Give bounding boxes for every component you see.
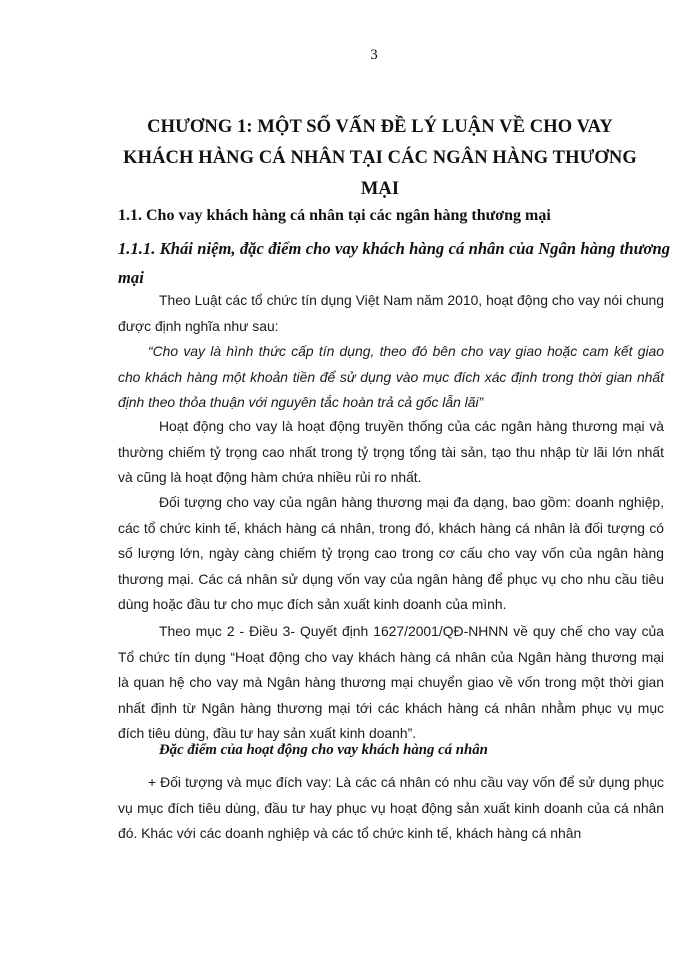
paragraph-law-intro: Theo Luật các tổ chức tín dụng Việt Nam năm 2010, hoạt động cho vay nói chung được định nghĩa như sau:: [118, 292, 664, 334]
paragraph-borrower-purpose: + Đối tượng và mục đích vay: Là các cá nhân có nhu cầu vay vốn để sử dụng phục vụ mục đích tiêu dùng, đầu tư hay phục vụ hoạt động sản xuất kinh doanh của cá nhân đó. Khác với các doanh nghiệp và các tổ chức kinh tế, khách hàng cá nhân: [118, 774, 664, 842]
chapter-title: CHƯƠNG 1: MỘT SỐ VẤN ĐỀ LÝ LUẬN VỀ CHO VAY KHÁCH HÀNG CÁ NHÂN TẠI CÁC NGÂN HÀNG THƯƠNG MẠI: [123, 117, 637, 199]
page-number: 3: [370, 47, 378, 63]
section-heading: 1.1. Cho vay khách hàng cá nhân tại các ngân hàng thương mại: [118, 207, 551, 224]
paragraph-lending-activity: Hoạt động cho vay là hoạt động truyền thống của các ngân hàng thương mại và thường chiếm tỷ trọng cao nhất trong tỷ trọng tổng tài sản, tạo thu nhập từ lãi lớn nhất và cũng là hoạt động hàm chứa nhiều rủi ro nhất.: [118, 418, 664, 486]
features-heading: Đặc điểm của hoạt động cho vay khách hàng cá nhân: [159, 742, 488, 758]
paragraph-borrower-types: Đối tượng cho vay của ngân hàng thương mại đa dạng, bao gồm: doanh nghiệp, các tổ chức kinh tế, khách hàng cá nhân, trong đó, khách hàng cá nhân là đối tượng có số lượng lớn, ngày càng chiếm tỷ trọng cao trong cơ cấu cho vay vốn của ngân hàng thương mại. Các cá nhân sử dụng vốn vay của ngân hàng để phục vụ cho nhu cầu tiêu dùng hoặc đầu tư cho mục đích sản xuất kinh doanh của mình.: [118, 494, 664, 613]
subsection-heading: 1.1.1. Khái niệm, đặc điểm cho vay khách hàng cá nhân của Ngân hàng thương mại: [118, 239, 670, 287]
paragraph-decision-1627: Theo mục 2 - Điều 3- Quyết định 1627/2001/QĐ-NHNN về quy chế cho vay của Tổ chức tín dụng “Hoạt động cho vay khách hàng cá nhân của Ngân hàng thương mại là quan hệ cho vay mà Ngân hàng thương mại chuyển giao về vốn trong một thời gian nhất định từ Ngân hàng thương mại tới các khách hàng cá nhân nhằm phục vụ mục đích tiêu dùng, đầu tư hay sản xuất kinh doanh”.: [118, 623, 664, 742]
paragraph-loan-definition-quote: “Cho vay là hình thức cấp tín dụng, theo đó bên cho vay giao hoặc cam kết giao cho khách hàng một khoản tiền để sử dụng vào mục đích xác định trong thời gian nhất định theo thỏa thuận với nguyên tắc hoàn trả cả gốc lẫn lãi”: [118, 343, 664, 411]
